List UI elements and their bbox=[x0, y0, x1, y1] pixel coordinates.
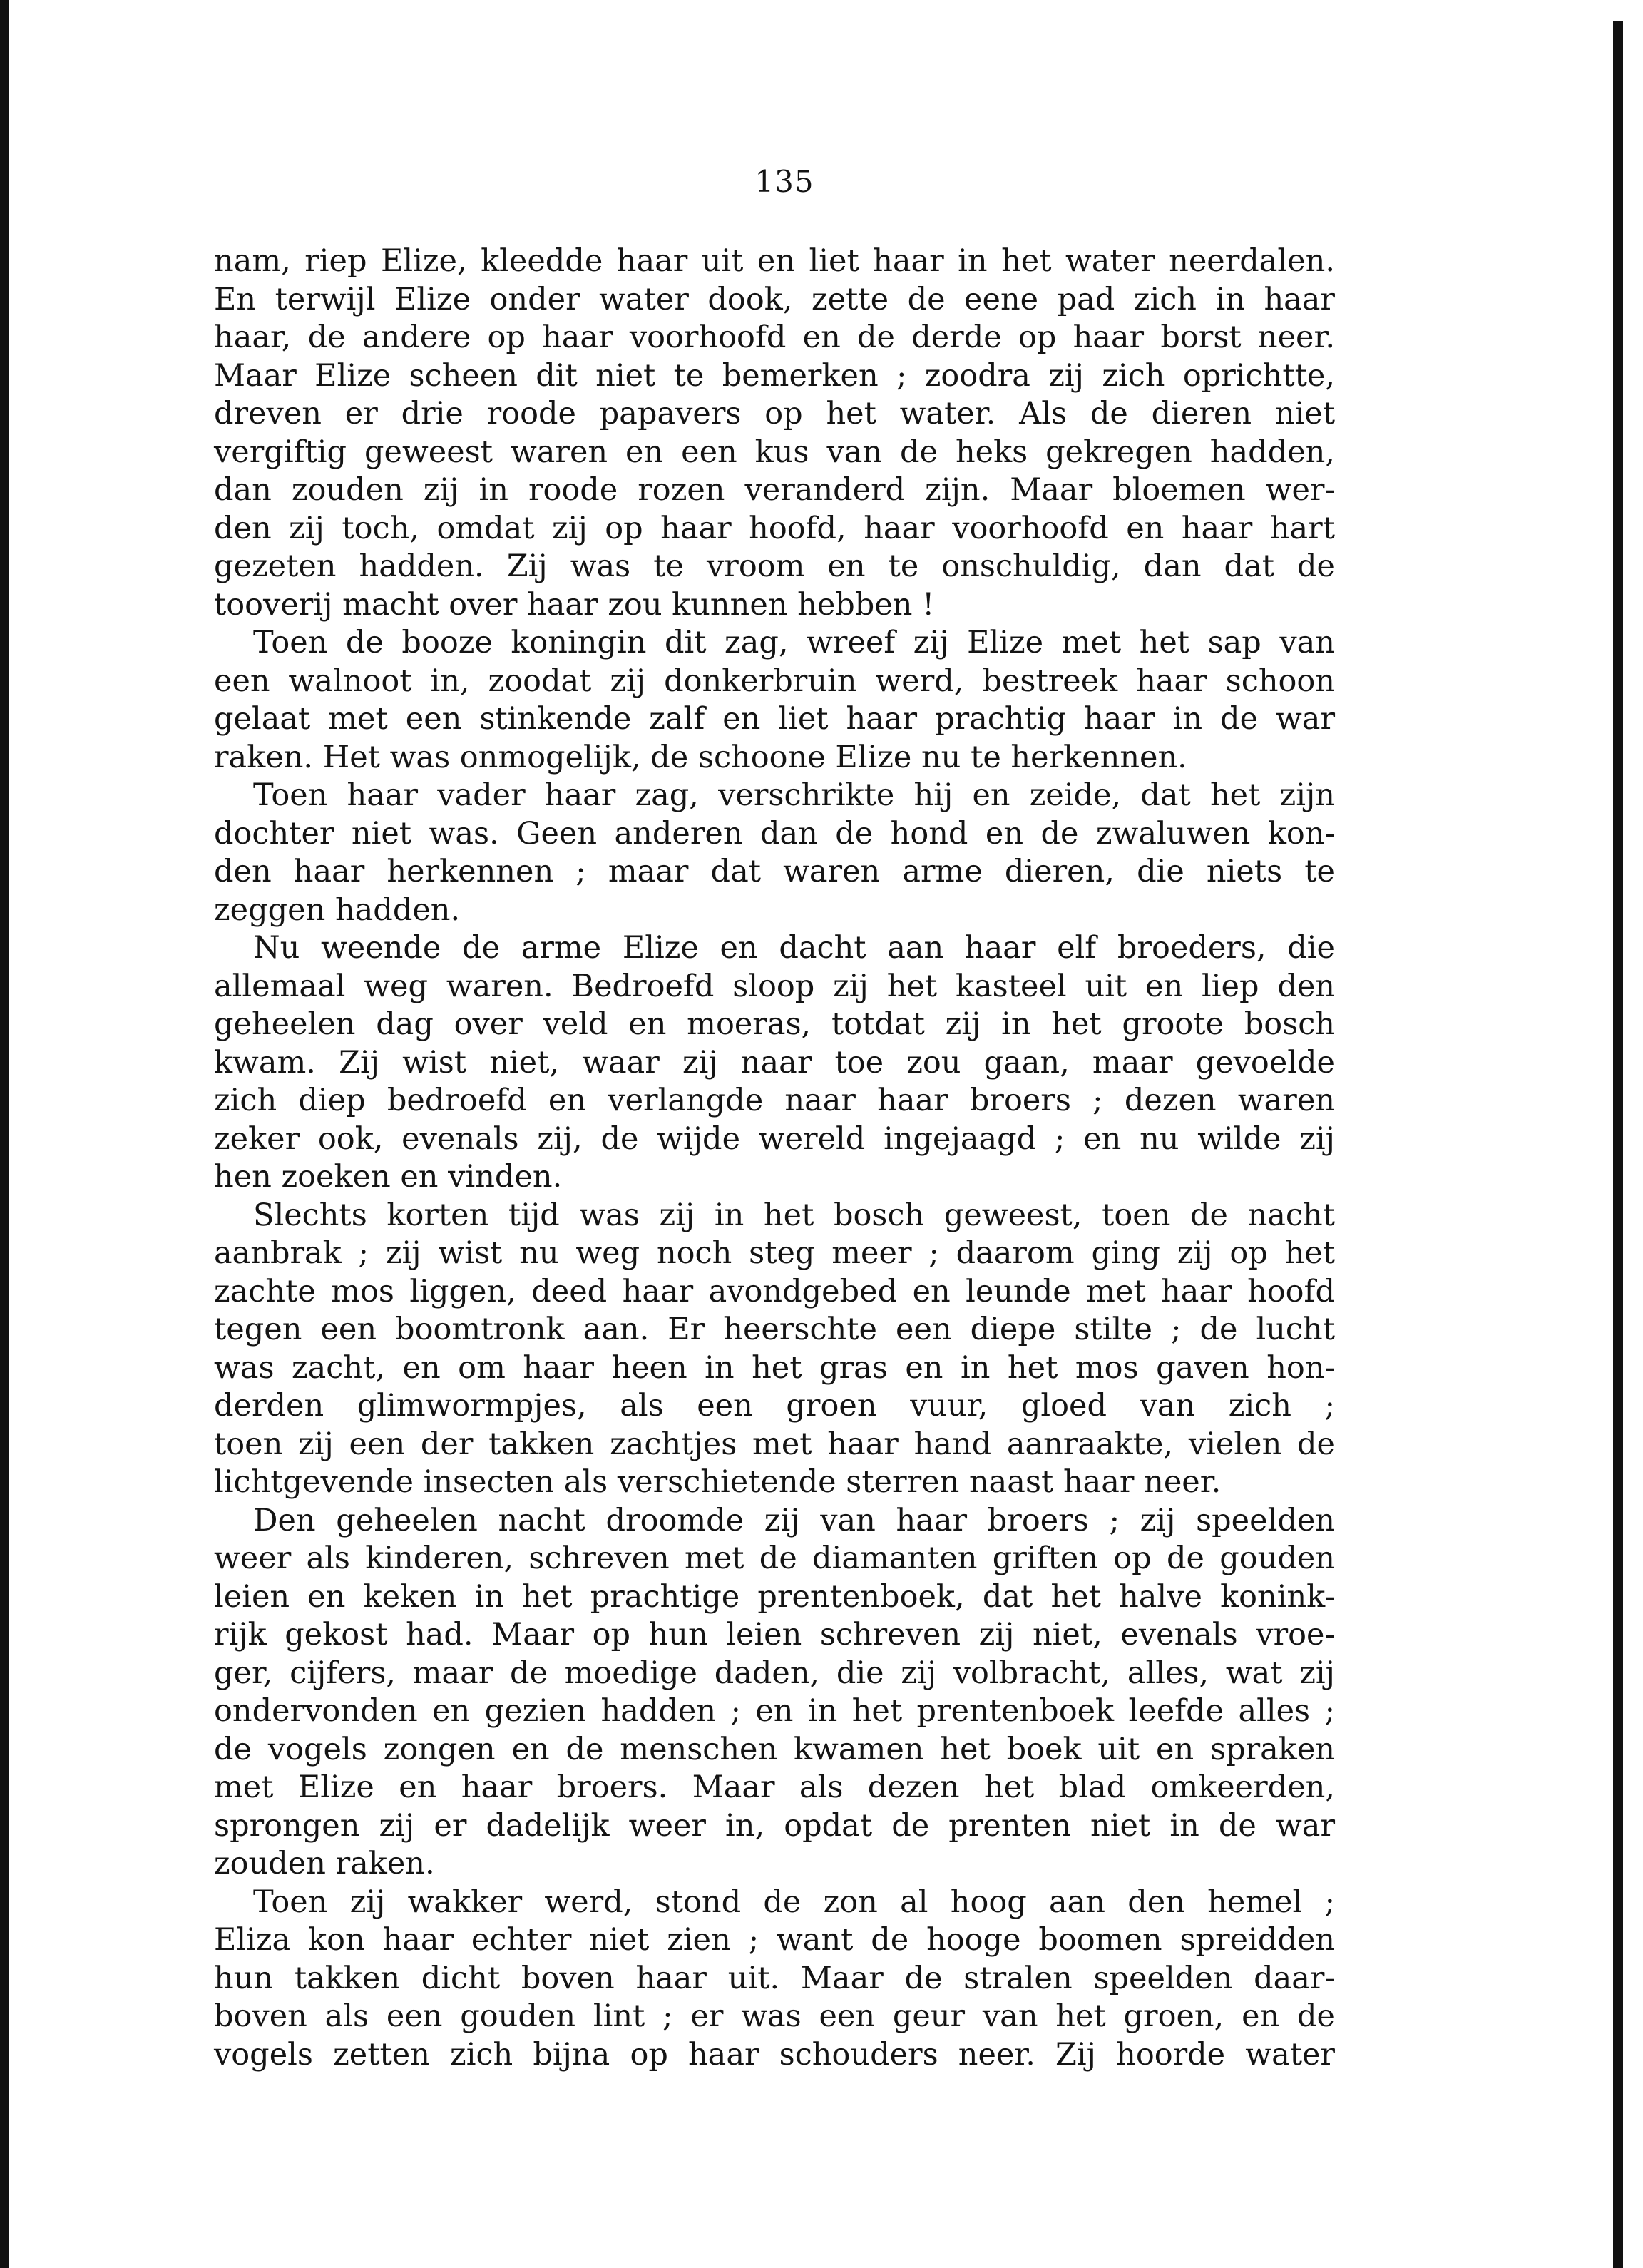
text-line: zeggen hadden. bbox=[214, 892, 461, 928]
text-line: En terwijl Elize onder water dook, zette de eene pad zich in haar bbox=[214, 281, 1335, 317]
text-line: haar, de andere op haar voorhoofd en de derde op haar borst neer. bbox=[214, 320, 1335, 355]
text-line: nam, riep Elize, kleedde haar uit en liet haar in het water neerdalen. bbox=[214, 243, 1335, 279]
text-line: dochter niet was. Geen anderen dan de hond en de zwaluwen kon- bbox=[214, 815, 1335, 852]
text-line: zeker ook, evenals zij, de wijde wereld ingejaagd ; en nu wilde zij bbox=[214, 1120, 1335, 1157]
text-line: vergiftig geweest waren en een kus van de heks gekregen hadden, bbox=[214, 434, 1335, 470]
scan-edge-right bbox=[1613, 21, 1623, 2268]
text-line: geheelen dag over veld en moeras, totdat zij in het groote bosch bbox=[214, 1006, 1335, 1042]
text-line: tooverij macht over haar zou kunnen hebben ! bbox=[214, 586, 935, 623]
text-line: toen zij een der takken zachtjes met haar hand aanraakte, vielen de bbox=[214, 1426, 1335, 1462]
text-line: zich diep bedroefd en verlangde naar haar broers ; dezen waren bbox=[214, 1083, 1335, 1118]
text-line: gelaat met een stinkende zalf en liet haar prachtig haar in de war bbox=[214, 701, 1335, 737]
text-line: boven als een gouden lint ; er was een geur van het groen, en de bbox=[214, 1998, 1335, 2034]
text-line: raken. Het was onmogelijk, de schoone Elize nu te herkennen. bbox=[214, 739, 1187, 775]
text-line: sprongen zij er dadelijk weer in, opdat de prenten niet in de war bbox=[214, 1807, 1335, 1844]
text-line: Slechts korten tijd was zij in het bosch geweest, toen de nacht bbox=[253, 1197, 1335, 1233]
text-line: den haar herkennen ; maar dat waren arme dieren, die niets te bbox=[214, 854, 1335, 889]
text-line: was zacht, en om haar heen in het gras en in het mos gaven hon- bbox=[214, 1349, 1335, 1386]
text-line: allemaal weg waren. Bedroefd sloop zij het kasteel uit en liep den bbox=[214, 968, 1335, 1004]
text-line: rijk gekost had. Maar op hun leien schreven zij niet, evenals vroe- bbox=[214, 1617, 1335, 1653]
scan-edge-left bbox=[0, 0, 9, 2268]
text-line: Toen zij wakker werd, stond de zon al hoog aan den hemel ; bbox=[253, 1884, 1335, 1920]
text-line: zachte mos liggen, deed haar avondgebed en leunde met haar hoofd bbox=[214, 1273, 1335, 1309]
text-line: lichtgevende insecten als verschietende sterren naast haar neer. bbox=[214, 1464, 1222, 1500]
text-line: dreven er drie roode papavers op het water. Als de dieren niet bbox=[214, 396, 1335, 431]
text-line: hun takken dicht boven haar uit. Maar de stralen speelden daar- bbox=[214, 1960, 1335, 1996]
text-line: Eliza kon haar echter niet zien ; want de hooge boomen spreidden bbox=[214, 1922, 1335, 1958]
text-line: de vogels zongen en de menschen kwamen het boek uit en spraken bbox=[214, 1731, 1335, 1767]
text-line: met Elize en haar broers. Maar als dezen het blad omkeerden, bbox=[214, 1769, 1335, 1805]
text-line: derden glimwormpjes, als een groen vuur, gloed van zich ; bbox=[214, 1388, 1335, 1424]
text-line: zouden raken. bbox=[214, 1846, 435, 1881]
text-line: tegen een boomtronk aan. Er heerschte een diepe stilte ; de lucht bbox=[214, 1312, 1335, 1347]
page-number: 135 bbox=[754, 164, 814, 199]
text-line: ger, cijfers, maar de moedige daden, die zij volbracht, alles, wat zij bbox=[214, 1655, 1335, 1691]
text-line: weer als kinderen, schreven met de diamanten griften op de gouden bbox=[214, 1541, 1335, 1576]
text-line: ondervonden en gezien hadden ; en in het prentenboek leefde alles ; bbox=[214, 1693, 1335, 1729]
text-line: dan zouden zij in roode rozen veranderd zijn. Maar bloemen wer- bbox=[214, 472, 1335, 508]
text-line: kwam. Zij wist niet, waar zij naar toe zou gaan, maar gevoelde bbox=[214, 1044, 1335, 1081]
text-line: gezeten hadden. Zij was te vroom en te onschuldig, dan dat de bbox=[214, 548, 1335, 584]
text-line: Nu weende de arme Elize en dacht aan haar elf broeders, die bbox=[253, 930, 1335, 966]
text-line: Maar Elize scheen dit niet te bemerken ; zoodra zij zich oprichtte, bbox=[214, 357, 1335, 394]
text-line: aanbrak ; zij wist nu weg noch steg meer ; daarom ging zij op het bbox=[214, 1235, 1335, 1271]
text-line: den zij toch, omdat zij op haar hoofd, haar voorhoofd en haar hart bbox=[214, 510, 1335, 546]
text-line: vogels zetten zich bijna op haar schouders neer. Zij hoorde water bbox=[214, 2036, 1335, 2073]
text-line: een walnoot in, zoodat zij donkerbruin werd, bestreek haar schoon bbox=[214, 663, 1335, 699]
body-text bbox=[214, 242, 1335, 2074]
text-line: leien en keken in het prachtige prentenboek, dat het halve konink- bbox=[214, 1578, 1335, 1615]
text-line: Den geheelen nacht droomde zij van haar broers ; zij speelden bbox=[253, 1502, 1335, 1538]
text-line: hen zoeken en vinden. bbox=[214, 1159, 563, 1195]
text-line: Toen de booze koningin dit zag, wreef zij Elize met het sap van bbox=[253, 625, 1335, 660]
text-line: Toen haar vader haar zag, verschrikte hij en zeide, dat het zijn bbox=[253, 777, 1335, 813]
